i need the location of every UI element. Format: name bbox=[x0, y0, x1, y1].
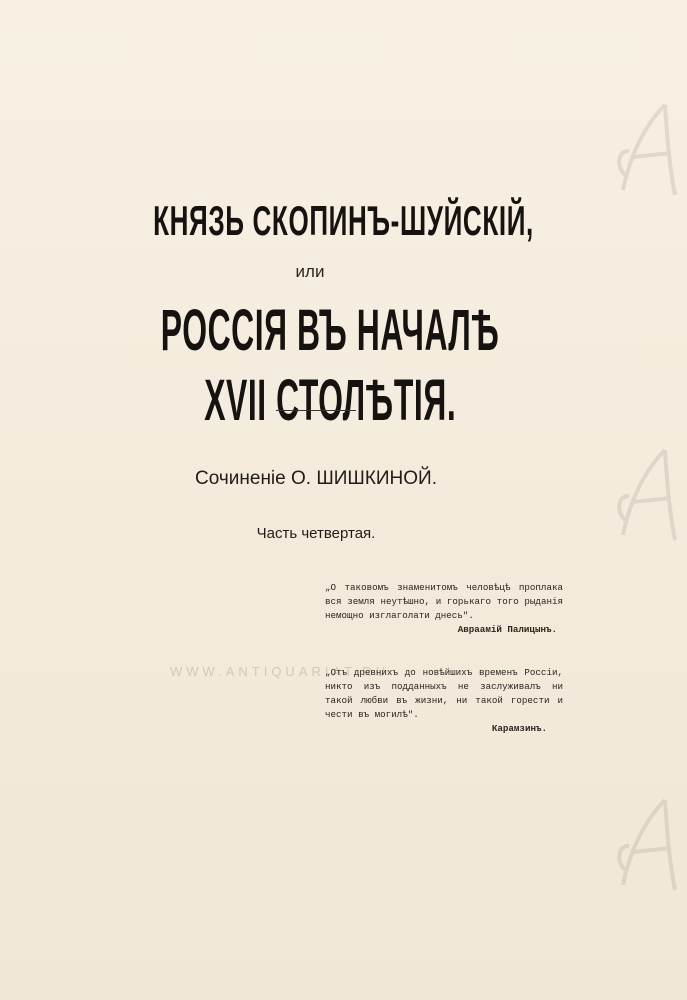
title-line-1: КНЯЗЬ СКОПИНЪ-ШУЙСКІЙ, bbox=[153, 197, 534, 244]
author-line: Сочиненіе О. ШИШКИНОЙ. bbox=[195, 468, 437, 489]
monogram-A-watermark-icon bbox=[605, 790, 685, 900]
monogram-A-watermark-icon bbox=[605, 95, 685, 205]
title-connector: или bbox=[295, 262, 325, 281]
epigraph bbox=[325, 581, 563, 637]
epigraph-text: „О таковомъ знаменитомъ человѣцѣ проплака вся земля неутѣшно, и горькаго того рыданія немощно изглаголати днесь". bbox=[325, 582, 563, 621]
part-line: Часть четвертая. bbox=[256, 525, 376, 542]
divider-rule bbox=[276, 410, 356, 411]
epigraph-author: Карамзинъ. bbox=[491, 723, 547, 734]
title-line-2: РОССІЯ ВЪ НАЧАЛѢ XVII СТОЛѢТІЯ. bbox=[160, 298, 500, 433]
epigraph bbox=[325, 666, 563, 736]
epigraph-author: Авраамій Палицынъ. bbox=[457, 624, 557, 635]
epigraph-text: „Отъ древнихъ до новѣйшихъ временъ Россіи, никто изъ подданныхъ не заслуживалъ ни такой любви въ жизни, ни такой горести и чести въ могилѣ". bbox=[325, 667, 563, 720]
site-watermark: WWW.ANTIQUARIAT.RU bbox=[170, 664, 390, 679]
